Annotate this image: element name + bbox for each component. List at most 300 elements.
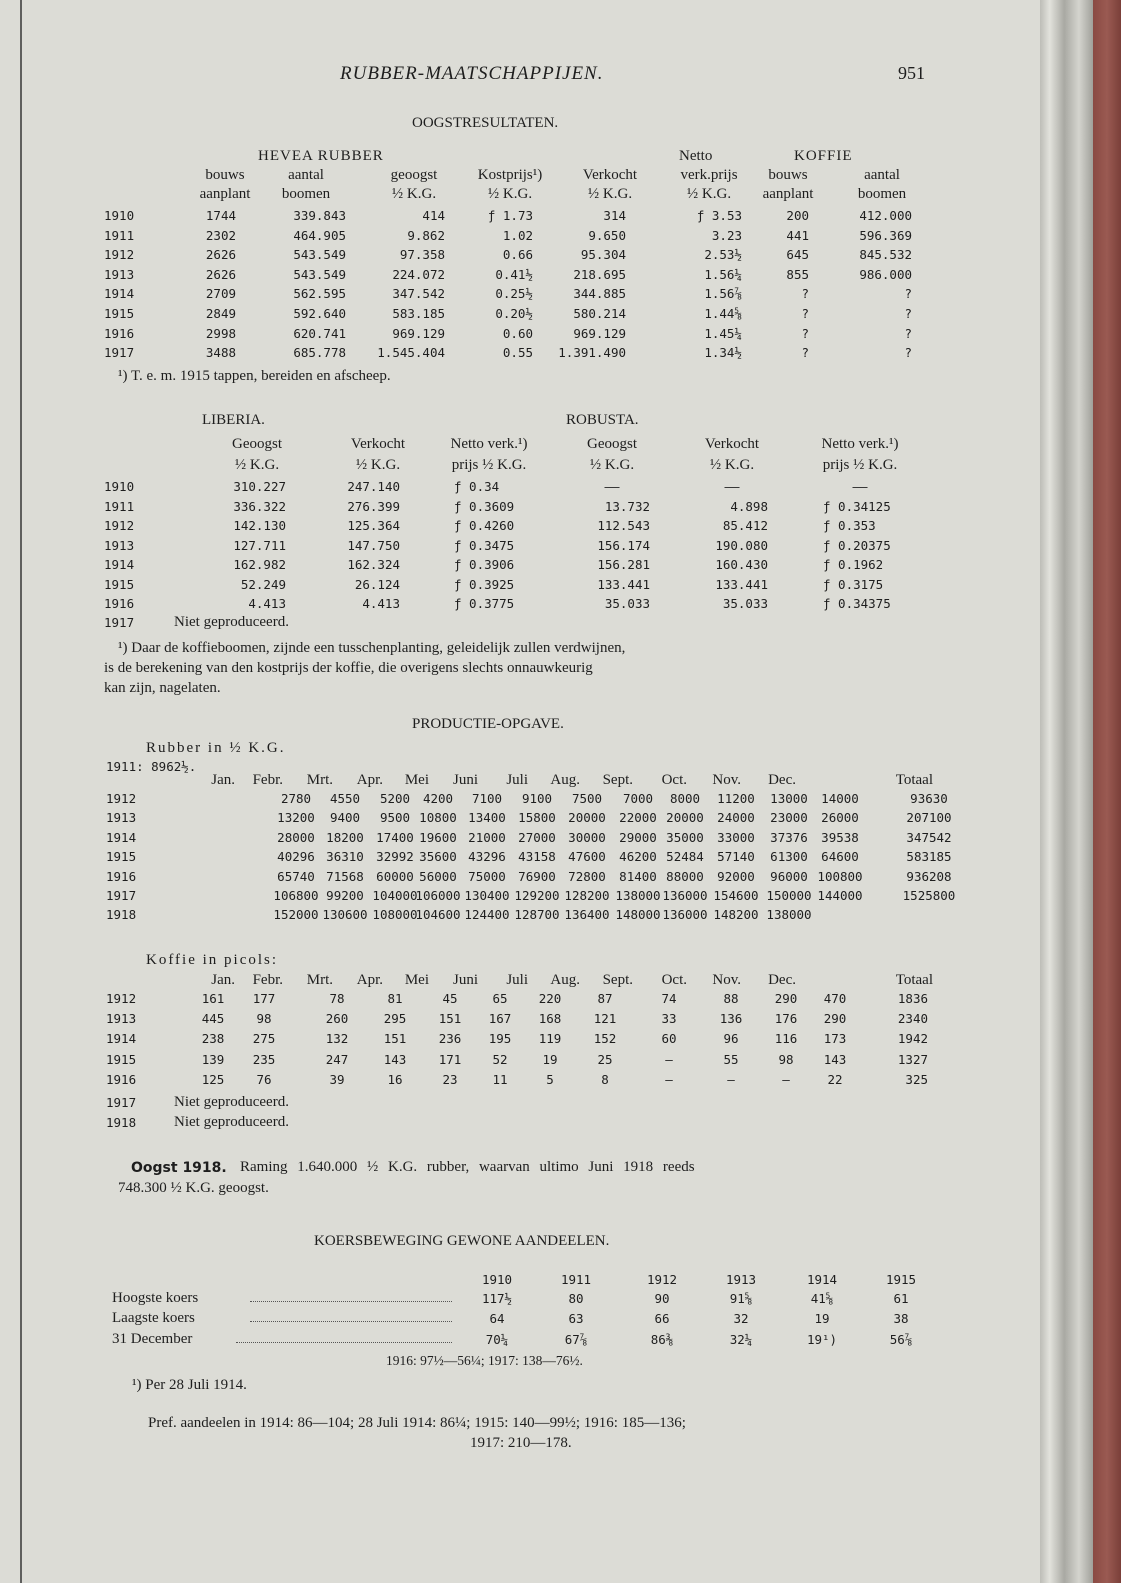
koffie-cell: 25: [597, 1051, 613, 1067]
oogst-col-unit-4: ½ K.G.: [587, 186, 633, 202]
oogst-cell: 2302: [205, 227, 236, 243]
rubber-cell: 17400: [376, 829, 414, 845]
oogst-cell: 1911: [104, 227, 135, 243]
koffie-cell: 247: [325, 1051, 349, 1067]
rubber-cell: 28000: [277, 829, 315, 845]
rubber-cell: 30000: [568, 829, 606, 845]
month-head-9: Oct.: [661, 772, 687, 788]
koers-cell: 56⅞: [889, 1331, 913, 1347]
liberia-cell: 160.430: [715, 557, 768, 572]
liberia-cell: ƒ 0.34375: [823, 596, 891, 611]
pref-line-1: Pref. aandeelen in 1914: 86—104; 28 Juli 1914: 86¼; 1915: 140—99½; 1916: 185—136;: [148, 1415, 686, 1431]
koffie-year: 1914: [106, 1031, 137, 1047]
month-head-0: Jan.: [211, 772, 235, 788]
oogst-cell: 1915: [104, 306, 135, 321]
rubber-cell: 148200: [713, 907, 759, 923]
koffie-cell: 168: [538, 1011, 562, 1027]
rubber-cell: 52484: [666, 849, 704, 865]
koffie-cell: 136: [719, 1011, 743, 1027]
rubber-cell: 56000: [419, 868, 457, 884]
productie-title: PRODUCTIE-OPGAVE.: [412, 716, 564, 732]
rubber-cell: 154600: [713, 888, 759, 903]
liberia-cell: 4.898: [730, 498, 768, 514]
koers-year-5: 1915: [885, 1272, 917, 1287]
liberia-col-unit-2: prijs ½ K.G.: [451, 457, 527, 473]
month-head-2: Mrt.: [306, 972, 333, 988]
oogst-cell: 1.545.404: [377, 345, 445, 361]
koffie-cell: 96: [723, 1031, 739, 1047]
rubber-cell: 21000: [468, 829, 506, 845]
koffie-cell: 235: [252, 1051, 276, 1067]
liberia-cell: 162.982: [233, 557, 286, 572]
rubber-cell: 130600: [322, 907, 368, 923]
liberia-cell: 142.130: [233, 518, 286, 533]
month-head-5: Juni: [452, 772, 478, 788]
oogst-title: OOGSTRESULTATEN.: [412, 115, 559, 131]
oogst-cell: 218.695: [573, 266, 626, 282]
koffie-cell: 119: [538, 1031, 562, 1047]
oogst-cell: 0.60: [502, 325, 533, 341]
koffie-cell: 60: [661, 1031, 677, 1047]
robusta-title: ROBUSTA.: [566, 412, 639, 428]
koffie-cell: 98: [256, 1011, 272, 1027]
rubber-cell: 106800: [273, 888, 319, 903]
liberia-cell: ——: [604, 479, 620, 494]
oogst-cell: 1917: [104, 345, 135, 361]
oogst-col-unit-6: aanplant: [762, 186, 814, 202]
month-head-3: Apr.: [356, 972, 383, 988]
rubber-cell: 15800: [518, 810, 556, 826]
liberia-cell: 127.711: [233, 537, 286, 553]
rubber-cell: 2780: [280, 791, 312, 806]
koffie-cell: 470: [823, 991, 847, 1006]
liberia-title: LIBERIA.: [202, 412, 265, 428]
liberia-col-unit-1: ½ K.G.: [355, 457, 401, 473]
rubber-cell: 4550: [329, 791, 361, 806]
koers-cell: 64: [489, 1311, 505, 1327]
rubber-cell: 136400: [564, 907, 610, 923]
rubber-year: 1912: [106, 791, 137, 806]
oogst-cell: 969.129: [392, 325, 445, 341]
koffie-cell: 81: [387, 991, 403, 1006]
rubber-cell: 24000: [717, 810, 755, 826]
koers-cell: 70¼: [485, 1331, 509, 1347]
rubber-year: 1915: [106, 849, 137, 865]
oogst-1918-line-1: Raming 1.640.000 ½ K.G. rubber, waarvan ultimo Juni 1918 reeds: [240, 1159, 695, 1175]
oogst-cell: 95.304: [580, 247, 626, 263]
oogst-col-unit-7: boomen: [857, 186, 907, 202]
month-head-2: Mrt.: [306, 772, 333, 788]
page-number: 951: [898, 63, 925, 83]
oogst-cell: 414: [422, 208, 445, 223]
rubber-1911-total: 1911: 8962½.: [106, 759, 197, 774]
oogst-cell: 2626: [205, 266, 236, 282]
rubber-cell: 57140: [717, 849, 755, 865]
liberia-cell: 156.174: [597, 537, 650, 553]
oogst-cell: 1.44⅝: [704, 306, 742, 321]
koers-extra: 1916: 97½—56¼; 1917: 138—76½.: [386, 1353, 583, 1368]
koffie-cell: 125: [201, 1071, 225, 1087]
liberia-cell: 125.364: [347, 518, 400, 533]
koffie-cell: —: [782, 1071, 790, 1087]
koffie-cell: 445: [201, 1011, 225, 1027]
oogst-cell: 543.549: [293, 247, 346, 263]
oogst-cell: 3.23: [711, 227, 742, 243]
rubber-cell: 35600: [419, 849, 457, 865]
liberia-cell: ƒ 0.3906: [454, 557, 515, 572]
liberia-cell: 190.080: [715, 537, 768, 553]
month-head-0: Jan.: [211, 972, 235, 988]
rubber-label: Rubber in ½ K.G.: [146, 740, 286, 756]
rubber-cell: 93630: [910, 791, 948, 806]
oogst-cell: 1.34½: [704, 345, 742, 361]
rubber-cell: 130400: [464, 888, 510, 903]
rubber-year: 1916: [106, 868, 137, 884]
month-head-6: Juli: [506, 972, 528, 988]
koers-cell: 38: [893, 1311, 909, 1327]
koffie-cell: 11: [492, 1071, 508, 1087]
liberia-cell: 1910: [104, 479, 135, 494]
rubber-cell: 72800: [568, 868, 606, 884]
oogst-col-head-5: verk.prijs: [680, 167, 738, 183]
rubber-cell: 138000: [615, 888, 661, 903]
rubber-year: 1917: [106, 888, 137, 903]
koffie-cell: 139: [201, 1051, 225, 1067]
month-head-9: Oct.: [661, 972, 687, 988]
rubber-cell: 64600: [821, 849, 859, 865]
oogst-1918-line-2: 748.300 ½ K.G. geoogst.: [118, 1180, 269, 1196]
liberia-row-1917-year: 1917: [104, 615, 135, 630]
oogst-col-unit-1: boomen: [281, 186, 331, 202]
oogst-cell: 314: [603, 208, 626, 223]
koffie-cell: —: [665, 1051, 673, 1067]
koffie-cell: 76: [256, 1071, 272, 1087]
rubber-cell: 92000: [717, 868, 755, 884]
liberia-cell: 247.140: [347, 479, 400, 494]
koffie-cell: 33: [661, 1011, 677, 1027]
oogst-group-netto: Netto: [679, 148, 713, 164]
koffie-cell: 78: [329, 991, 345, 1006]
month-head-5: Juni: [452, 972, 478, 988]
rubber-cell: 11200: [717, 791, 755, 806]
liberia-cell: 26.124: [354, 576, 400, 592]
koers-year-1: 1911: [560, 1272, 592, 1287]
rubber-cell: 9400: [329, 810, 361, 826]
liberia-cell: ——: [852, 479, 868, 494]
rubber-cell: 47600: [568, 849, 606, 865]
oogst-cell: 580.214: [573, 306, 626, 321]
koffie-cell: 16: [387, 1071, 403, 1087]
rubber-cell: 138000: [766, 907, 812, 923]
oogst-cell: ?: [801, 325, 809, 341]
oogst-col-unit-0: aanplant: [199, 186, 251, 202]
oogst-col-head-0: bouws: [205, 167, 245, 183]
liberia-cell: 35.033: [722, 596, 768, 611]
month-head-12: Totaal: [895, 772, 933, 788]
liberia-cell: ƒ 0.34125: [823, 498, 891, 514]
liberia-col-unit-5: prijs ½ K.G.: [822, 457, 898, 473]
koffie-cell: 236: [438, 1031, 462, 1047]
koers-year-2: 1912: [646, 1272, 678, 1287]
oogst-cell: 200: [786, 208, 809, 223]
oogst-cell: 1.45¼: [704, 325, 742, 341]
oogst-cell: ?: [801, 286, 809, 302]
koffie-cell: 171: [438, 1051, 462, 1067]
oogst-cell: 0.41½: [495, 266, 533, 282]
koffie-cell: 220: [538, 991, 562, 1006]
rubber-cell: 96000: [770, 868, 808, 884]
koers-cell: 117½: [481, 1291, 513, 1306]
oogst-cell: 543.549: [293, 266, 346, 282]
rubber-cell: 29000: [619, 829, 657, 845]
koers-cell: 66: [654, 1311, 670, 1327]
month-head-3: Apr.: [356, 772, 383, 788]
oogst-cell: 1.02: [502, 227, 533, 243]
month-head-1: Febr.: [252, 972, 283, 988]
koffie-cell: 325: [905, 1071, 928, 1087]
rubber-cell: 104600: [415, 907, 461, 923]
oogst-cell: 1912: [104, 247, 135, 263]
rubber-cell: 936208: [906, 868, 952, 884]
koffie-cell: 1327: [897, 1051, 928, 1067]
month-head-11: Dec.: [768, 972, 796, 988]
month-head-6: Juli: [506, 772, 528, 788]
koffie-cell: 295: [383, 1011, 407, 1027]
oogst-col-head-1: aantal: [288, 167, 324, 183]
liberia-cell: 4.413: [248, 596, 286, 611]
rubber-cell: 46200: [619, 849, 657, 865]
rubber-cell: 60000: [376, 868, 414, 884]
oogst-cell: 855: [786, 266, 809, 282]
koers-year-0: 1910: [481, 1272, 513, 1287]
koers-cell: 86⅜: [650, 1331, 674, 1347]
rubber-cell: 75000: [468, 868, 506, 884]
liberia-cell: ƒ 0.353: [823, 518, 876, 533]
rubber-cell: 108000: [372, 907, 418, 923]
oogst-cell: 1913: [104, 266, 135, 282]
koffie-cell: 19: [542, 1051, 558, 1067]
rubber-cell: 207100: [906, 810, 952, 826]
rubber-cell: 99200: [326, 888, 364, 903]
koffie-cell: 176: [774, 1011, 798, 1027]
koffie-cell: 65: [492, 991, 508, 1006]
oogst-cell: 596.369: [859, 227, 912, 243]
oogst-cell: 2626: [205, 247, 236, 263]
koffie-cell: —: [727, 1071, 735, 1087]
rubber-cell: 76900: [518, 868, 556, 884]
rubber-year: 1918: [106, 907, 137, 923]
rubber-year: 1913: [106, 810, 137, 826]
oogst-cell: 0.66: [502, 247, 533, 263]
koers-cell: 67⅞: [564, 1331, 588, 1347]
liberia-note-line-2: is de berekening van den kostprijs der koffie, die overigens slechts onnauwkeurig: [104, 660, 593, 676]
liberia-cell: 1911: [104, 498, 135, 514]
koffie-cell: 98: [778, 1051, 794, 1067]
koffie-cell: 2340: [897, 1011, 928, 1027]
rubber-cell: 10800: [419, 810, 457, 826]
liberia-col-head-2: Netto verk.¹): [450, 436, 528, 452]
koffie-1917-text: Niet geproduceerd.: [174, 1094, 289, 1110]
rubber-cell: 81400: [619, 868, 657, 884]
rubber-cell: 27000: [518, 829, 556, 845]
oogst-cell: 620.741: [293, 325, 346, 341]
oogst-footnote: ¹) T. e. m. 1915 tappen, bereiden en afscheep.: [118, 368, 391, 384]
liberia-col-unit-3: ½ K.G.: [589, 457, 635, 473]
koffie-1918-text: Niet geproduceerd.: [174, 1114, 289, 1130]
month-head-7: Aug.: [550, 972, 580, 988]
koffie-cell: —: [665, 1071, 673, 1087]
koffie-cell: 151: [438, 1011, 462, 1027]
rubber-cell: 136000: [662, 888, 708, 903]
rubber-cell: 152000: [273, 907, 319, 923]
oogst-cell: ?: [904, 345, 912, 361]
koffie-cell: 290: [823, 1011, 847, 1027]
rubber-cell: 1525800: [902, 888, 956, 903]
oogst-cell: 0.25½: [495, 286, 533, 302]
oogst-cell: 339.843: [293, 208, 346, 223]
oogst-cell: ?: [904, 306, 912, 321]
oogst-cell: 347.542: [392, 286, 445, 302]
koffie-cell: 116: [774, 1031, 798, 1047]
liberia-cell: 1914: [104, 557, 135, 572]
koffie-year: 1915: [106, 1051, 137, 1067]
oogst-cell: 969.129: [573, 325, 626, 341]
liberia-cell: 13.732: [604, 498, 650, 514]
koffie-cell: 143: [383, 1051, 407, 1067]
month-head-1: Febr.: [252, 772, 283, 788]
oogst-cell: 1910: [104, 208, 135, 223]
rubber-cell: 7000: [622, 791, 654, 806]
oogst-cell: 1.391.490: [558, 345, 626, 361]
liberia-cell: ƒ 0.3175: [823, 576, 884, 592]
oogst-cell: 344.885: [573, 286, 626, 302]
koffie-cell: 151: [383, 1031, 407, 1047]
oogst-cell: 645: [786, 247, 809, 263]
oogst-cell: 2709: [205, 286, 236, 302]
rubber-cell: 347542: [906, 829, 952, 845]
month-head-12: Totaal: [895, 972, 933, 988]
oogst-cell: 1916: [104, 325, 135, 341]
rubber-cell: 36310: [326, 849, 364, 865]
liberia-row-1917-text: Niet geproduceerd.: [174, 614, 289, 630]
rubber-cell: 100800: [817, 868, 863, 884]
liberia-cell: 276.399: [347, 498, 400, 514]
liberia-cell: ƒ 0.3609: [454, 498, 515, 514]
rubber-cell: 128200: [564, 888, 610, 903]
oogst-col-head-2: geoogst: [390, 167, 438, 183]
koffie-cell: 87: [597, 991, 613, 1006]
oogst-cell: 2849: [205, 306, 236, 321]
rubber-cell: 61300: [770, 849, 808, 865]
oogst-cell: 0.20½: [495, 306, 533, 321]
liberia-col-head-1: Verkocht: [350, 436, 406, 452]
liberia-col-head-3: Geoogst: [587, 436, 637, 452]
koffie-cell: 45: [442, 991, 458, 1006]
month-head-8: Sept.: [602, 772, 633, 788]
month-head-4: Mei: [404, 772, 429, 788]
koffie-cell: 1836: [897, 991, 928, 1006]
liberia-cell: 133.441: [597, 576, 650, 592]
rubber-cell: 26000: [821, 810, 859, 826]
koffie-cell: 167: [488, 1011, 512, 1027]
liberia-cell: ƒ 0.1962: [823, 557, 884, 572]
month-head-10: Nov.: [712, 972, 741, 988]
oogst-col-head-4: Verkocht: [582, 167, 638, 183]
rubber-cell: 35000: [666, 829, 704, 845]
oogst-cell: 464.905: [293, 227, 346, 243]
rubber-cell: 13000: [770, 791, 808, 806]
rubber-cell: 7100: [471, 791, 503, 806]
liberia-cell: ƒ 0.3925: [454, 576, 515, 592]
koffie-cell: 121: [593, 1011, 617, 1027]
oogst-cell: 0.55: [502, 345, 533, 361]
oogst-cell: ?: [904, 286, 912, 302]
liberia-note-line-1: ¹) Daar de koffieboomen, zijnde een tusschenplanting, geleidelijk zullen verdwijnen,: [118, 640, 626, 656]
oogst-cell: 3488: [205, 345, 236, 361]
koffie-cell: 23: [442, 1071, 458, 1087]
liberia-cell: 1915: [104, 576, 135, 592]
koers-footnote: ¹) Per 28 Juli 1914.: [132, 1377, 247, 1393]
rubber-cell: 37376: [770, 829, 808, 845]
liberia-cell: ƒ 0.3475: [454, 537, 515, 553]
koffie-cell: 238: [201, 1031, 225, 1047]
liberia-col-head-5: Netto verk.¹): [821, 436, 899, 452]
koers-title: KOERSBEWEGING GEWONE AANDEELEN.: [314, 1233, 610, 1249]
liberia-cell: ƒ 0.34: [454, 479, 500, 494]
oogst-cell: 1744: [205, 208, 236, 223]
rubber-cell: 129200: [514, 888, 560, 903]
oogst-cell: 1.56⅞: [704, 286, 742, 302]
oogst-col-unit-2: ½ K.G.: [391, 186, 437, 202]
rubber-cell: 14000: [821, 791, 859, 806]
oogst-cell: 592.640: [293, 306, 346, 321]
rubber-cell: 4200: [422, 791, 454, 806]
koers-cell: 19¹): [806, 1331, 838, 1347]
liberia-cell: ——: [724, 479, 740, 494]
oogst-cell: 845.532: [859, 247, 912, 263]
rubber-cell: 13400: [468, 810, 506, 826]
koffie-cell: 52: [492, 1051, 508, 1067]
koers-row-label: Hoogste koers: [112, 1290, 199, 1306]
oogst-cell: 562.595: [293, 286, 346, 302]
oogst-col-head-6: bouws: [768, 167, 808, 183]
oogst-cell: 1914: [104, 286, 135, 302]
koffie-cell: 260: [325, 1011, 349, 1027]
oogst-cell: 1.56¼: [704, 266, 742, 282]
liberia-col-unit-4: ½ K.G.: [709, 457, 755, 473]
koffie-label: Koffie in picols:: [146, 952, 279, 968]
rubber-cell: 39538: [821, 829, 859, 845]
rubber-cell: 43296: [468, 849, 506, 865]
oogst-cell: 9.650: [588, 227, 626, 243]
koers-cell: 19: [814, 1311, 830, 1327]
month-head-8: Sept.: [602, 972, 633, 988]
rubber-cell: 23000: [770, 810, 808, 826]
koffie-cell: 74: [661, 991, 677, 1006]
rubber-cell: 65740: [277, 868, 315, 884]
liberia-cell: ƒ 0.4260: [454, 518, 515, 533]
koffie-cell: 275: [252, 1031, 276, 1047]
liberia-cell: 1913: [104, 537, 135, 553]
koffie-cell: 39: [329, 1071, 345, 1087]
rubber-cell: 33000: [717, 829, 755, 845]
oogst-col-unit-3: ½ K.G.: [487, 186, 533, 202]
rubber-cell: 43158: [518, 849, 556, 865]
rubber-cell: 124400: [464, 907, 510, 923]
rubber-year: 1914: [106, 829, 137, 845]
koers-cell: 90: [654, 1291, 670, 1306]
month-head-11: Dec.: [768, 772, 796, 788]
